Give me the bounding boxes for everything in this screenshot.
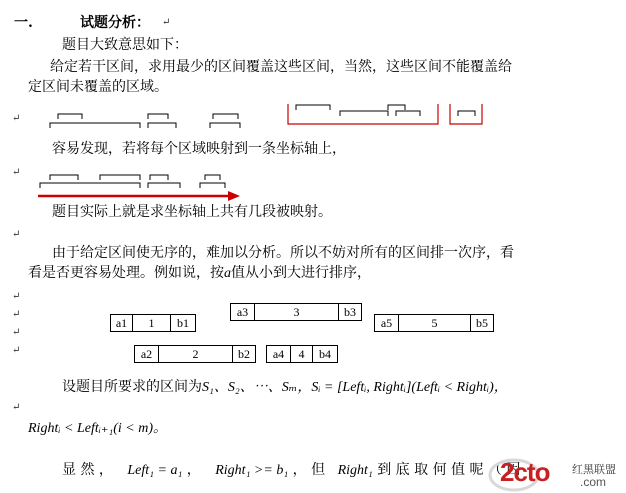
interval-bracket bbox=[148, 114, 168, 119]
box-cell: 4 bbox=[291, 346, 313, 362]
box-cell: 1 bbox=[133, 315, 171, 331]
paragraph-3: 容易发现，若将每个区域映射到一条坐标轴上， bbox=[52, 141, 346, 157]
interval-bracket bbox=[200, 183, 225, 188]
interval-bracket bbox=[148, 183, 180, 188]
variable-a: a bbox=[224, 266, 231, 281]
paragraph-2-line-1: 给定若干区间，求用最少的区间覆盖这些区间，当然，这些区间不能覆盖给 bbox=[50, 59, 512, 75]
box-cell: 3 bbox=[255, 304, 339, 320]
interval-bracket bbox=[100, 175, 140, 180]
axis-arrow-icon bbox=[228, 191, 240, 201]
paragraph-5-line-2: 看是否更容易处理。例如说，按a值从小到大进行排序， bbox=[28, 265, 371, 281]
section-title: 试题分析： bbox=[80, 15, 150, 31]
interval-bracket bbox=[40, 183, 140, 188]
paragraph-2-line-2: 定区间未覆盖的区域。 bbox=[28, 79, 168, 95]
interval-bracket bbox=[340, 111, 388, 116]
box-cell: a5 bbox=[375, 315, 399, 331]
interval-box-5 bbox=[374, 314, 494, 332]
interval-bracket bbox=[148, 123, 176, 128]
paragraph-mark: ↵ bbox=[162, 17, 171, 28]
box-cell: a2 bbox=[135, 346, 159, 362]
paragraph-mark: ↵ bbox=[12, 402, 21, 413]
formula-intervals: S₁、S₂、⋯、Sₘ，Sᵢ = [Leftᵢ, Rightᵢ](Leftᵢ < Rightᵢ)， bbox=[202, 380, 508, 395]
formula-order: Rightᵢ < Leftᵢ₊₁(i < m)。 bbox=[28, 421, 168, 436]
interval-bracket bbox=[458, 111, 475, 116]
box-cell: a4 bbox=[267, 346, 291, 362]
interval-box-2 bbox=[134, 345, 256, 363]
paragraph-mark: ↵ bbox=[12, 167, 21, 178]
paragraph-mark: ↵ bbox=[12, 309, 21, 320]
watermark-logo-text: 2cto bbox=[500, 457, 550, 487]
box-cell: a3 bbox=[231, 304, 255, 320]
paragraph-mark: ↵ bbox=[12, 113, 21, 124]
box-cell: b2 bbox=[238, 347, 250, 361]
box-cell: b3 bbox=[344, 305, 356, 319]
paragraph-mark: ↵ bbox=[12, 327, 21, 338]
paragraph-4: 题目实际上就是求坐标轴上共有几段被映射。 bbox=[52, 204, 332, 220]
formula-left1: Left₁ = a₁ bbox=[127, 463, 183, 478]
section-number: 一. bbox=[14, 15, 33, 31]
paragraph-mark: ↵ bbox=[12, 291, 21, 302]
box-cell: b1 bbox=[177, 316, 189, 330]
interval-bracket bbox=[388, 105, 405, 110]
interval-bracket bbox=[213, 114, 238, 119]
interval-bracket bbox=[150, 175, 168, 180]
interval-bracket bbox=[50, 175, 78, 180]
interval-bracket bbox=[50, 123, 140, 128]
interval-bracket bbox=[210, 123, 240, 128]
box-cell: a1 bbox=[111, 315, 133, 331]
box-cell: b5 bbox=[476, 316, 488, 330]
paragraph-mark: ↵ bbox=[12, 229, 21, 240]
paragraph-1: 题目大致意思如下： bbox=[62, 37, 188, 53]
interval-bracket bbox=[58, 114, 82, 119]
formula-right1: Right₁ >= b₁ bbox=[215, 463, 289, 478]
box-cell: b4 bbox=[319, 347, 331, 361]
interval-bracket bbox=[296, 105, 330, 110]
interval-bracket bbox=[396, 111, 420, 116]
box-cell: 5 bbox=[399, 315, 471, 331]
red-coverage-bracket bbox=[288, 104, 438, 124]
interval-box-4 bbox=[266, 345, 338, 363]
paragraph-mark: ↵ bbox=[12, 345, 21, 356]
interval-box-1 bbox=[110, 314, 196, 332]
paragraph-5-line-1: 由于给定区间使无序的，难加以分析。所以不妨对所有的区间排一次序，看 bbox=[52, 245, 514, 261]
watermark bbox=[480, 455, 626, 493]
paragraph-8: 显 然 ， Left₁ = a₁ ， Right₁ >= b₁ ， 但 Right₁ 到 底 取 何 值 呢 （ 因 bbox=[62, 462, 521, 478]
interval-bracket bbox=[205, 175, 220, 180]
watermark-cn: 红黑联盟 bbox=[572, 463, 616, 476]
watermark-domain: .com bbox=[580, 475, 607, 489]
red-coverage-bracket bbox=[450, 104, 482, 124]
paragraph-6: 设题目所要求的区间为S₁、S₂、⋯、Sₘ，Sᵢ = [Leftᵢ, Rightᵢ](Leftᵢ < Rightᵢ)， bbox=[62, 379, 508, 395]
interval-box-3 bbox=[230, 303, 362, 321]
formula-right1-var: Right₁ bbox=[337, 463, 373, 478]
box-cell: 2 bbox=[159, 346, 233, 362]
